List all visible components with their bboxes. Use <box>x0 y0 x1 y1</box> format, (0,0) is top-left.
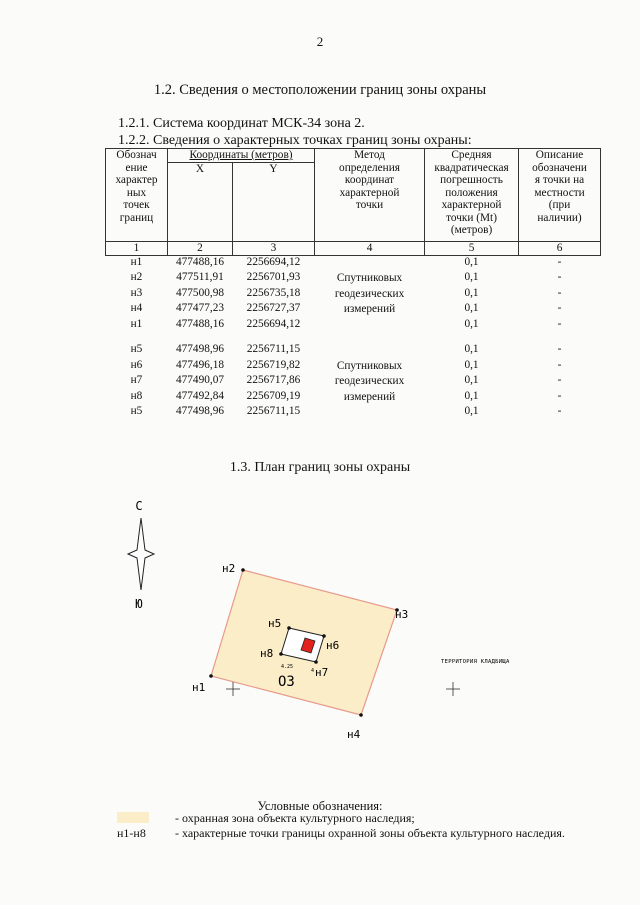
legend-zone-swatch <box>117 812 149 823</box>
table-row: н5 477498,96 2256711,15 Спутниковых геодезических измерений 0,1 - <box>106 343 601 359</box>
page-number: 2 <box>316 34 324 49</box>
table-row: н2 477511,91 2256701,93 0,1 - <box>130 271 562 283</box>
method-cell: Спутниковых геодезических измерений <box>334 272 405 315</box>
label-n6: н6 <box>326 639 340 652</box>
table-row: н5 477498,96 2256711,15 0,1 - <box>130 405 562 417</box>
legend-title: Условные обозначения: <box>257 799 383 813</box>
header-method: Метод определения координат характерной точки <box>315 149 425 242</box>
grid-cross <box>446 682 460 696</box>
point-n8 <box>279 652 283 656</box>
boundary-plan-map <box>0 490 640 750</box>
col-number: 2 <box>168 241 233 255</box>
subsection-coordinate-system: 1.2.1. Система координат МСК-34 зона 2. <box>118 116 365 131</box>
col-number: 3 <box>233 241 315 255</box>
plan-title: 1.3. План границ зоны охраны <box>229 460 411 475</box>
section-title: 1.2. Сведения о местоположении границ зоны охраны <box>153 82 487 98</box>
col-number: 5 <box>425 241 519 255</box>
col-number: 1 <box>106 241 168 255</box>
header-designation: Обознач ение характер ных точек границ <box>106 149 168 242</box>
points-table <box>105 148 601 421</box>
label-n7: н7 <box>315 666 329 679</box>
zone-label: ОЗ <box>278 674 295 690</box>
label-n1: н1 <box>192 681 206 694</box>
table-row: н7 477490,07 2256717,86 0,1 - <box>130 374 562 386</box>
dimension-label: 4 <box>311 668 315 674</box>
subsection-points: 1.2.2. Сведения о характерных точках границ зоны охраны: <box>118 133 472 148</box>
point-n7 <box>314 660 318 664</box>
compass-icon <box>128 518 154 590</box>
dimension-label: 4.25 <box>281 664 294 670</box>
label-n4: н4 <box>347 728 361 741</box>
col-number: 4 <box>315 241 425 255</box>
table-row: н1 477488,16 2256694,12 Спутниковых геодезических измерений 0,1 - <box>106 255 601 271</box>
header-coords: Координаты (метров) <box>168 149 315 163</box>
table-row: н4 477477,23 2256727,37 0,1 - <box>130 302 562 314</box>
label-n3: н3 <box>395 608 409 621</box>
method-cell: Спутниковых геодезических измерений <box>334 359 405 403</box>
table-row: н8 477492,84 2256709,19 0,1 - <box>130 389 562 402</box>
point-n6 <box>322 634 326 638</box>
north-label: С <box>135 499 143 513</box>
point-n1 <box>209 674 213 678</box>
label-n5: н5 <box>268 617 282 630</box>
legend-points-text: - характерные точки границы охранной зоны объекта культурного наследия. <box>175 826 565 840</box>
south-label: Ю <box>135 597 143 611</box>
point-n4 <box>359 713 363 717</box>
label-n8: н8 <box>260 647 274 660</box>
point-n5 <box>287 626 291 630</box>
table-row: н3 477500,98 2256735,18 0,1 - <box>130 286 562 299</box>
col-number: 6 <box>519 241 601 255</box>
legend-points-label: н1-н8 <box>117 826 146 840</box>
table-row: н1 477488,16 2256694,12 0,1 - <box>130 317 562 330</box>
header-y: Y <box>233 162 315 241</box>
header-error: Средняя квадратическая погрешность положения характерной точки (Mt) (метров) <box>425 149 519 242</box>
header-x: X <box>168 162 233 241</box>
territory-label: ТЕРРИТОРИЯ КЛАДБИЩА <box>441 659 510 665</box>
legend-zone-text: - охранная зона объекта культурного наследия; <box>175 811 415 825</box>
grid-cross <box>226 682 240 696</box>
header-description: Описание обозначени я точки на местности (при наличии) <box>519 149 601 242</box>
label-n2: н2 <box>222 562 236 575</box>
table-row: н6 477496,18 2256719,82 0,1 - <box>130 358 562 371</box>
point-n2 <box>241 568 245 572</box>
